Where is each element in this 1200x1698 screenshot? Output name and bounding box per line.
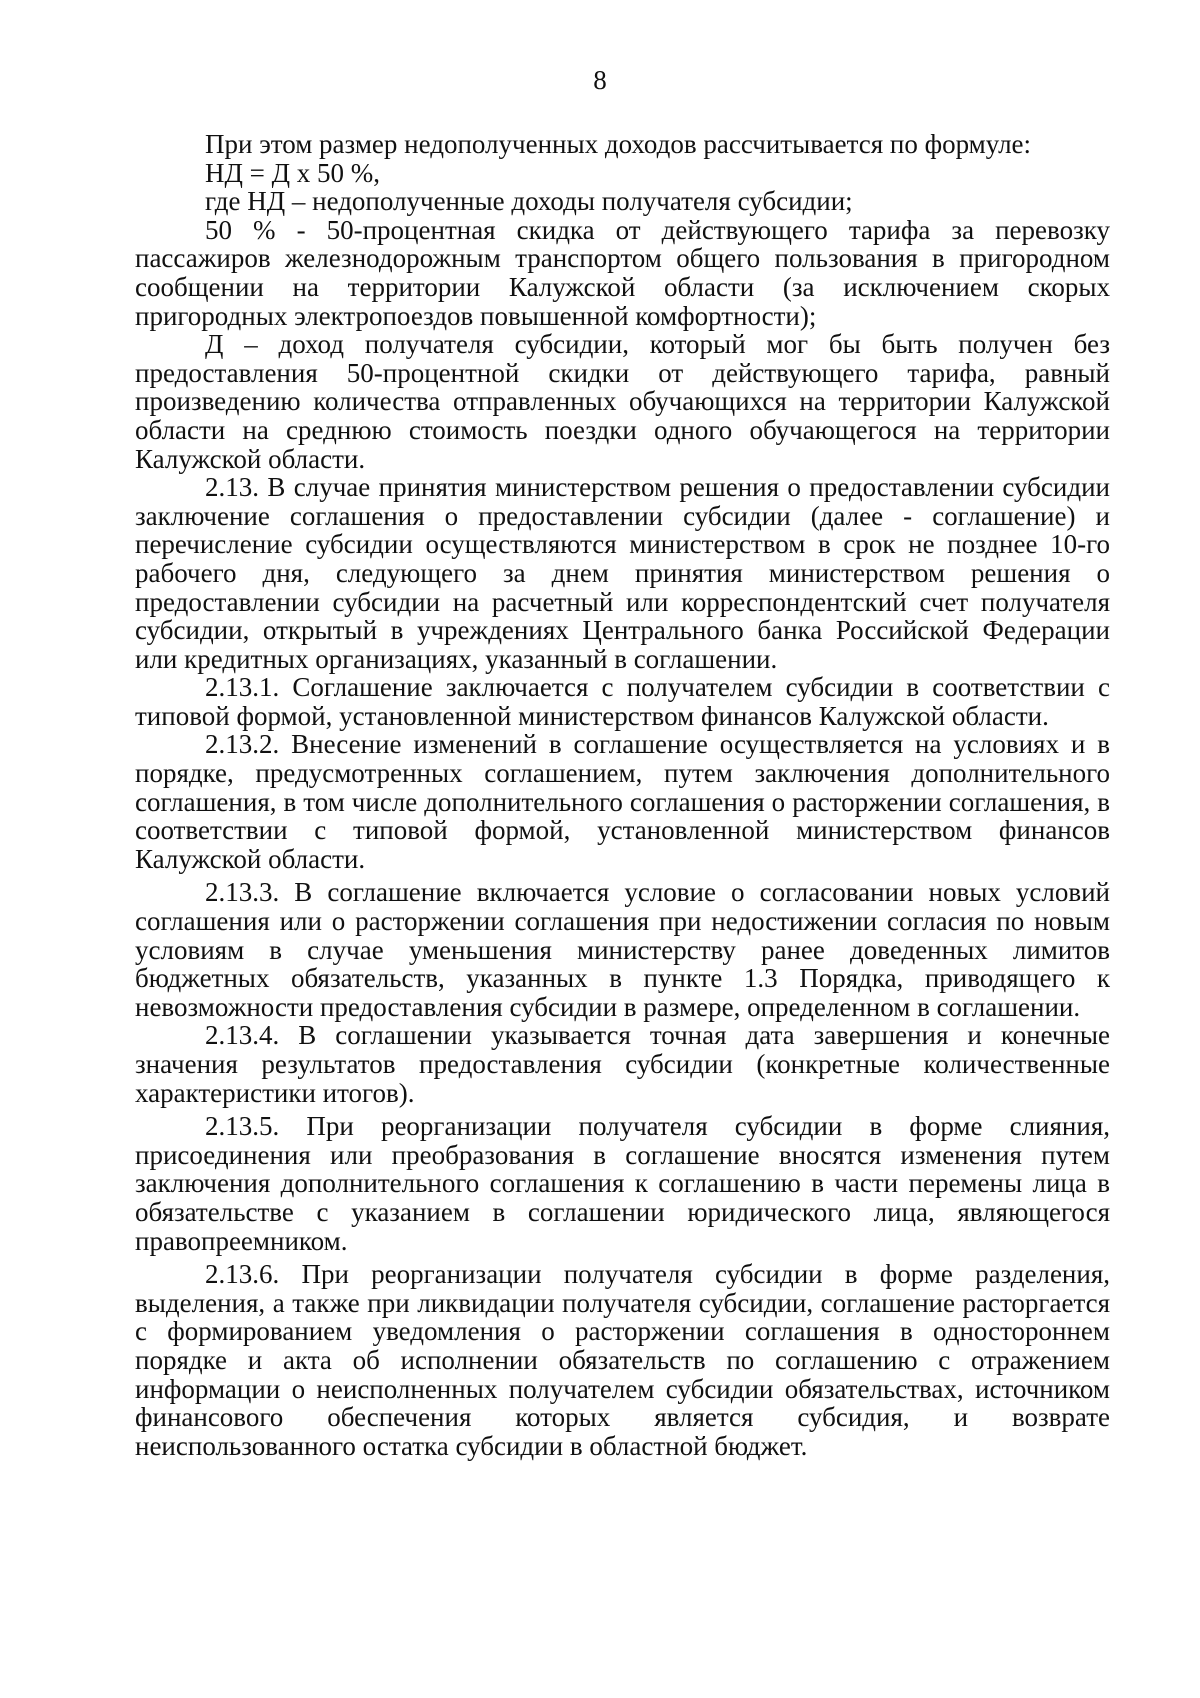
paragraph-discount-definition: 50 % - 50-процентная скидка от действующего тарифа за перевозку пассажиров железнодорожным транспортом общего пользования в пригородном сообщении на территории Калужской области (за исключением скорых пригородных электропоездов повышенной комфортности); [135,214,1110,331]
paragraph-formula-intro: При этом размер недополученных доходов рассчитывается по формуле: [205,129,1032,159]
page-number: 8 [593,65,607,95]
paragraph-2-13-5: 2.13.5. При реорганизации получателя субсидии в форме слияния, присоединения или преобразования в соглашение вносятся изменения путем заключения дополнительного соглашения к соглашению в части перемены лица в обязательстве с указанием в соглашении юридического лица, являющегося правопреемником. [135,1111,1110,1256]
paragraph-nd-definition: где НД – недополученные доходы получателя субсидии; [205,186,853,217]
paragraph-2-13-1: 2.13.1. Соглашение заключается с получателем субсидии в соответствии с типовой формой, установленной министерством финансов Калужской области. [135,672,1110,731]
paragraph-2-13-4: 2.13.4. В соглашении указывается точная дата завершения и конечные значения результатов предоставления субсидии (конкретные количественные характеристики итогов). [135,1020,1110,1108]
paragraph-income-definition: Д – доход получателя субсидии, который мог бы быть получен без предоставления 50-процентной скидки от действующего тарифа, равный произведению количества отправленных обучающихся на территории Калужской области на среднюю стоимость поездки одного обучающегося на территории Калужской области. [135,329,1110,474]
paragraph-2-13-2: 2.13.2. Внесение изменений в соглашение осуществляется на условиях и в порядке, предусмотренных соглашением, путем заключения дополнительного соглашения, в том числе дополнительного соглашения о расторжении соглашения, в соответствии с типовой формой, установленной министерством финансов Калужской области. [135,729,1110,874]
paragraph-formula: НД = Д х 50 %, [205,157,381,188]
paragraph-2-13-3: 2.13.3. В соглашение включается условие о согласовании новых условий соглашения или о расторжении соглашения при недостижении согласия по новым условиям в случае уменьшения министерству ранее доведенных лимитов бюджетных обязательств, указанных в пункте 1.3 Порядка, приводящего к невозможности предоставления субсидии в размере, определенном в соглашении. [135,877,1110,1022]
paragraph-2-13-6: 2.13.6. При реорганизации получателя субсидии в форме разделения, выделения, а также при ликвидации получателя субсидии, соглашение расторгается с формированием уведомления о расторжении соглашения в одностороннем порядке и акта об исполнении обязательств по соглашению с отражением информации о неисполненных получателем субсидии обязательствах, источником финансового обеспечения которых является субсидия, и возврате неиспользованного остатка субсидии в областной бюджет. [135,1259,1110,1461]
document-body [135,130,1110,1460]
paragraph-2-13: 2.13. В случае принятия министерством решения о предоставлении субсидии заключение соглашения о предоставлении субсидии (далее - соглашение) и перечисление субсидии осуществляются министерством в срок не позднее 10-го рабочего дня, следующего за днем принятия министерством решения о предоставлении субсидии на расчетный или корреспондентский счет получателя субсидии, открытый в учреждениях Центрального банка Российской Федерации или кредитных организациях, указанный в соглашении. [135,472,1110,674]
